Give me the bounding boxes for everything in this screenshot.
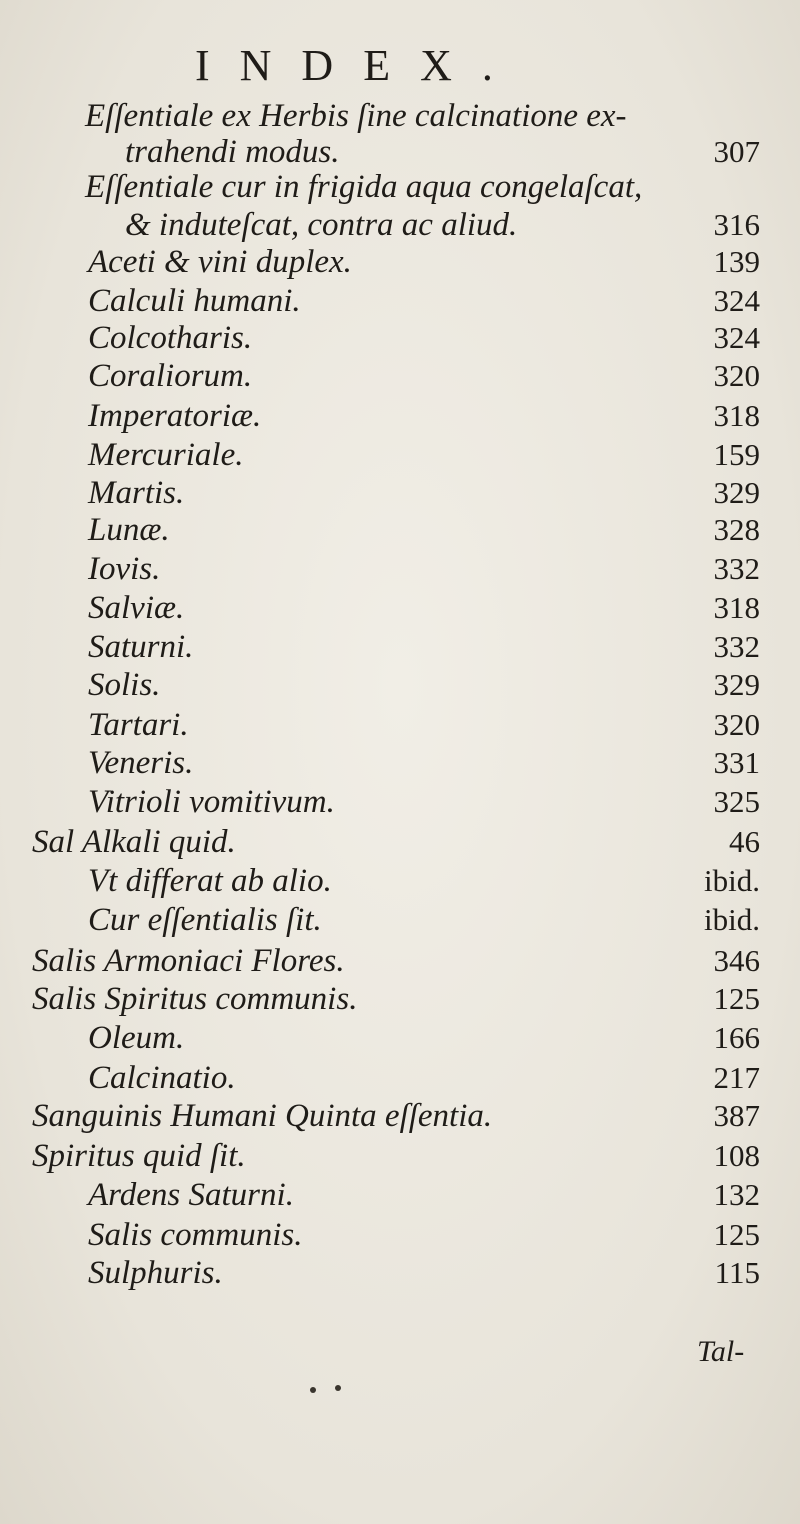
entry-page-number: ibid.	[704, 863, 760, 898]
ink-speck	[310, 1387, 316, 1393]
entry-label: Imperatoriæ.	[88, 398, 262, 434]
index-entry	[0, 705, 760, 745]
index-entry	[0, 1215, 760, 1255]
entry-page-number: 139	[713, 244, 760, 279]
entry-page-number: 217	[713, 1060, 760, 1095]
entry-label: Cur eſſentialis ſit.	[88, 902, 322, 938]
index-entry	[0, 242, 760, 282]
entry-page-number: 320	[713, 358, 760, 393]
entry-page-number: 108	[713, 1138, 760, 1173]
index-entry	[0, 1136, 760, 1176]
index-entry	[0, 979, 760, 1019]
index-entry	[0, 205, 760, 245]
entry-label: Solis.	[88, 667, 161, 703]
index-entry	[0, 900, 760, 940]
entry-label: Mercuriale.	[88, 437, 244, 473]
index-entry	[0, 822, 760, 862]
entry-label: Colcotharis.	[88, 320, 253, 356]
entry-label: Aceti & vini duplex.	[88, 244, 352, 280]
index-entry	[0, 1175, 760, 1215]
entry-page-number: 307	[713, 134, 760, 169]
index-entry	[0, 627, 760, 667]
entry-label: Lunæ.	[88, 512, 170, 548]
index-entry	[0, 435, 760, 475]
index-entry	[0, 167, 760, 207]
index-entry	[0, 1018, 760, 1058]
entry-label: Saturni.	[88, 629, 194, 665]
entry-page-number: 318	[713, 590, 760, 625]
entry-label: Vt differat ab alio.	[88, 863, 332, 899]
index-entry	[0, 1253, 760, 1293]
entry-label: Calculi humani.	[88, 283, 301, 319]
entry-label: Salis Spiritus communis.	[32, 981, 358, 1017]
entry-label: Ardens Saturni.	[88, 1177, 294, 1213]
entry-page-number: 328	[713, 512, 760, 547]
entry-page-number: 332	[713, 629, 760, 664]
index-entry	[0, 549, 760, 589]
entry-page-number: 125	[713, 1217, 760, 1252]
entry-label: Salis communis.	[88, 1217, 303, 1253]
page-title: INDEX.	[195, 41, 523, 90]
index-entry	[0, 318, 760, 358]
entry-label: & induteſcat, contra ac aliud.	[125, 207, 518, 243]
entry-page-number: 166	[713, 1020, 760, 1055]
index-entry	[0, 510, 760, 550]
entry-label: Sal Alkali quid.	[32, 824, 236, 860]
entry-page-number: 125	[713, 981, 760, 1016]
entry-label: Spiritus quid ſit.	[32, 1138, 246, 1174]
index-entry	[0, 861, 760, 901]
entry-page-number: 320	[713, 707, 760, 742]
entry-page-number: 332	[713, 551, 760, 586]
index-entry	[0, 665, 760, 705]
entry-label: Eſſentiale cur in frigida aqua congelaſcat,	[85, 169, 643, 205]
index-entry	[0, 396, 760, 436]
index-entry	[0, 588, 760, 628]
catchword: Tal-	[697, 1335, 745, 1368]
entry-label: Eſſentiale ex Herbis ſine calcinatione ex-	[85, 98, 627, 134]
entry-page-number: 387	[713, 1098, 760, 1133]
entry-page-number: 324	[713, 320, 760, 355]
entry-label: Tartari.	[88, 707, 189, 743]
entry-label: Sulphuris.	[88, 1255, 223, 1291]
index-entry	[0, 356, 760, 396]
entry-page-number: 46	[729, 824, 760, 859]
entry-label: Iovis.	[88, 551, 161, 587]
entry-page-number: 329	[713, 475, 760, 510]
entry-page-number: 324	[713, 283, 760, 318]
entry-label: Coraliorum.	[88, 358, 253, 394]
entry-page-number: 318	[713, 398, 760, 433]
entry-page-number: 316	[713, 207, 760, 242]
index-entry	[0, 1096, 760, 1136]
index-entry	[0, 743, 760, 783]
entry-page-number: 115	[714, 1255, 760, 1290]
entry-page-number: 325	[713, 784, 760, 819]
index-entry	[0, 782, 760, 822]
entry-label: Vitrioli vomitivum.	[88, 784, 335, 820]
ink-speck	[335, 1385, 341, 1391]
entry-label: Oleum.	[88, 1020, 185, 1056]
entry-label: Veneris.	[88, 745, 194, 781]
index-entry	[0, 941, 760, 981]
entry-page-number: 329	[713, 667, 760, 702]
entry-label: Calcinatio.	[88, 1060, 236, 1096]
entry-label: Sanguinis Humani Quinta eſſentia.	[32, 1098, 493, 1134]
entry-label: Salis Armoniaci Flores.	[32, 943, 345, 979]
entry-label: Salviæ.	[88, 590, 185, 626]
entry-page-number: 132	[713, 1177, 760, 1212]
entry-page-number: 331	[713, 745, 760, 780]
entry-page-number: ibid.	[704, 902, 760, 937]
index-entry	[0, 281, 760, 321]
entry-page-number: 159	[713, 437, 760, 472]
index-entry	[0, 473, 760, 513]
entry-page-number: 346	[713, 943, 760, 978]
index-entry	[0, 132, 760, 172]
index-entry	[0, 1058, 760, 1098]
entry-label: Martis.	[88, 475, 185, 511]
entry-label: trahendi modus.	[125, 134, 340, 170]
index-entry	[0, 96, 760, 136]
